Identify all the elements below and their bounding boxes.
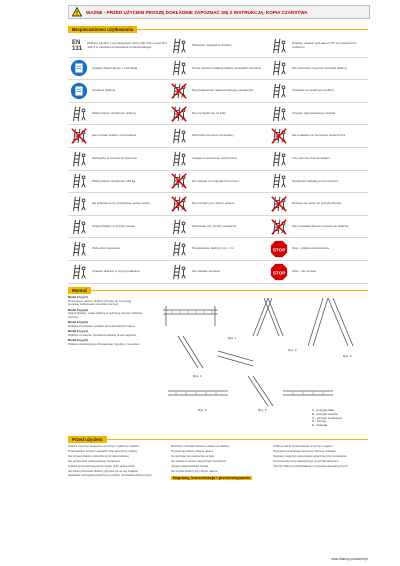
pictogram-caption: Nie ustawiać na nierównej powierzchni (292, 134, 346, 138)
pictogram-row (68, 103, 368, 126)
pictogram-caption: Ustawić drabinę w pozycji stabilnej (92, 269, 140, 273)
ladder-diagrams (158, 296, 368, 414)
rules-column-3 (273, 445, 368, 555)
assembly-text (68, 296, 143, 348)
footwear-icon (270, 105, 288, 123)
section-assembly-header (68, 287, 368, 294)
section-usage-header (68, 26, 368, 33)
rules-column-2 (171, 445, 266, 555)
pictogram-table (68, 35, 368, 284)
section-assembly-title: Montaż (68, 287, 91, 294)
pictogram-caption: Uwaga na przewody elektryczne (192, 156, 237, 160)
pictogram-cell (168, 261, 268, 283)
read-manual-icon (70, 59, 88, 77)
fig-label-6: Rys. 6 (198, 408, 207, 412)
pictogram-cell (268, 261, 368, 283)
pictogram-caption: Nie stawiać pionowo (192, 269, 221, 273)
pictogram-cell (168, 193, 268, 215)
pictogram-cell (268, 148, 368, 170)
warning-triangle-icon (72, 7, 82, 17)
pictogram-row (68, 261, 368, 284)
pictogram-cell (68, 103, 168, 125)
pictogram-caption: Trzymać się obiema rękami (292, 156, 330, 160)
rule-paragraph: Ruchome elementy zabezpieczyć przed zabrudzeniem. (273, 459, 340, 463)
no-ladder-icon (70, 127, 88, 145)
assembly-p1-head: Model 2-tyg (1) (68, 295, 88, 299)
pictogram-caption: Narzędzia przenosić bezpiecznie (92, 156, 138, 160)
rule-paragraph: Nie używać drabiny przy silnym wietrze. (170, 469, 219, 473)
pictogram-caption: Maksymalne obciążenie 150 kg (92, 179, 136, 183)
pictogram-caption: Drabinę ustawić pod kątem 75° od powierzchni poziomej (292, 42, 357, 49)
pictogram-caption: Sprawdzić blokady przed użyciem (292, 179, 339, 183)
rule-paragraph: Używać odpowiedniego obuwia. (170, 464, 209, 468)
pictogram-cell (268, 80, 368, 102)
ladder-tall-icon (170, 240, 188, 258)
pictogram-cell (168, 103, 268, 125)
pictogram-caption: Uwaga! Zapoznaj się z instrukcją (92, 66, 138, 70)
pictogram-cell (168, 80, 268, 102)
pictogram-caption: Maksymalne obciążenie drabiny (92, 111, 137, 115)
pictogram-cell (168, 238, 268, 260)
rules-columns (68, 445, 368, 555)
no-overload-icon (170, 82, 188, 100)
pictogram-cell (68, 148, 168, 170)
assembly-p5-head: Model 3-tyg (5) (68, 338, 88, 342)
ladder-person-icon (270, 59, 288, 77)
pictogram-caption: Na drabinie może przebywać jedna osoba (92, 202, 150, 206)
pictogram-cell (68, 35, 168, 57)
pictogram-row (68, 148, 368, 171)
legend-item: E - blokada (312, 423, 328, 428)
pictogram-cell (68, 216, 168, 238)
assembly-p2-head: Model 3-tyg (2) (68, 307, 88, 312)
pictogram-row (68, 80, 368, 103)
pictogram-row (68, 193, 368, 216)
rule-paragraph: Trzymać się drabiny obiema rękami. (170, 449, 214, 453)
pictogram-cell (268, 193, 368, 215)
pictogram-caption: Drabiny zgodne z wymaganiami normy EN 131-1 oraz EN 131-2 w zakresie użytkowania profesjonalnego (87, 42, 167, 49)
pictogram-cell (168, 148, 268, 170)
electric-icon (170, 150, 188, 168)
warning-text: WAŻNE - PRZED UŻYCIEM PROSZĘ DOKŁADNIE ZAPOZNAĆ SIĘ Z INSTRUKCJĄ. KOPIA CZARSTWA (86, 9, 308, 15)
ladder-angle-icon (270, 37, 288, 55)
ladder-climb-icon (70, 240, 88, 258)
assembly-p5: Drabina wielofunkcyjna. Postępować zgodnie z rysunkiem. (68, 341, 141, 346)
section-rules-title: Przed użyciem (68, 436, 107, 443)
pictogram-caption: Nie wychylać się na boki (192, 111, 226, 115)
figure-legend (312, 409, 342, 428)
pictogram-caption: Stop - drabina uszkodzona (292, 247, 329, 251)
rule-paragraph: Nie wychylać się nadmiernie na boki. (170, 454, 215, 458)
pictogram-cell (168, 216, 268, 238)
pictogram-caption: Stop - nie używać (292, 269, 317, 273)
pictogram-caption: Właściwe ustawienie drabiny (192, 43, 232, 47)
pictogram-cell (168, 58, 268, 80)
no-side-icon (170, 105, 188, 123)
no-children-icon (270, 218, 288, 236)
pictogram-caption: Zachować trzy punkty podparcia (192, 224, 237, 228)
ladder-check-icon (170, 59, 188, 77)
warning-banner (68, 5, 370, 19)
assembly-p4: Drabina rozstawna. Sprawdzić blokady przed wejściem. (68, 332, 138, 337)
ladder-ground-icon (270, 82, 288, 100)
face-ladder-icon (170, 127, 188, 145)
rule-paragraph: Nie stawać na dwóch najwyższych szczeblach. (170, 459, 227, 463)
assembly-area (68, 295, 368, 428)
pictogram-cell (68, 125, 168, 147)
pictogram-caption: Nie przekraczać dopuszczalnego obciążenia (192, 89, 254, 93)
ladder-hands-icon (270, 150, 288, 168)
one-person-icon (70, 195, 88, 213)
no-climb-icon (270, 195, 288, 213)
rule-paragraph: Drabina musi być ustawiona na równym i stabilnym podłożu. (68, 445, 140, 448)
section-care-title: Naprawy, konserwacja i przechowywanie (172, 475, 251, 481)
pictogram-cell (168, 35, 268, 57)
rule-paragraph: Regularnie kontrolować elementy ruchome i blokady. (273, 449, 337, 453)
svg-text:STOP: STOP (272, 247, 286, 253)
pictogram-cell (268, 35, 368, 57)
standard-code: EN 131 (72, 39, 83, 52)
rule-paragraph: Nie wolno przesuwać drabiny, gdy ktoś się na niej znajduje. (68, 469, 139, 473)
pictogram-caption: Używać odpowiedniego obuwia (292, 111, 336, 115)
pictogram-cell (68, 80, 168, 102)
assembly-p3: Drabina przystawna. Ustawić pod odpowiednim kątem. (68, 323, 136, 328)
pictogram-caption: Ustawiać na stabilnym podłożu (292, 89, 335, 93)
fig-label-2: Rys. 2 (288, 348, 297, 352)
pictogram-cell (168, 125, 268, 147)
rule-paragraph: Chronić drabinę przed działaniem czynników atmosferycznych. (273, 464, 349, 468)
rule-paragraph: Drabinę należy przechowywać w suchym miejscu. (273, 445, 333, 448)
fig-label-4: Rys. 4 (193, 374, 202, 378)
pictogram-caption: Drabina nie służy do przechodzenia (292, 202, 342, 206)
rule-paragraph: Naprawy mogą być wykonywane wyłącznie przez producenta. (273, 454, 348, 458)
pictogram-cell (68, 261, 168, 283)
pictogram-caption: Nie pozwalać dzieciom bawić się drabiną (292, 224, 349, 228)
rule-paragraph: Drabina przeznaczona jest do użytku przez jedną osobę. (68, 464, 136, 468)
rule-paragraph: Nie używać drabiny uszkodzonej lub niekompletnej. (68, 454, 130, 458)
pictogram-caption: Przedłużenie drabiny min. 1 m (192, 247, 234, 251)
rules-column-1 (68, 445, 163, 555)
fig-label-5: Rys. 5 (258, 408, 267, 412)
pictogram-cell (268, 58, 368, 80)
legend-item: C - pozycja zamknięta (312, 415, 342, 420)
ladder-vertical-icon (170, 263, 188, 281)
section-rules-header (68, 436, 368, 443)
ladder-side-icon (270, 172, 288, 190)
pictogram-cell (268, 171, 368, 193)
pictogram-caption: Nie używać drabiny niesprawnej (92, 134, 137, 138)
pictogram-row (68, 216, 368, 239)
pictogram-cell (168, 171, 268, 193)
fig-label-3: Rys. 3 (343, 354, 352, 358)
pictogram-cell (268, 216, 368, 238)
pictogram-cell (68, 171, 168, 193)
pictogram-caption: Wchodzić stopniowo (92, 247, 121, 251)
inspect-icon (70, 82, 88, 100)
section-usage-title: Bezpieczeństwo użytkowania (68, 26, 137, 33)
legend-item: D - zaczep (312, 419, 327, 424)
no-wind-icon (170, 195, 188, 213)
hand-tools-icon (70, 150, 88, 168)
pictogram-caption: Wchodzić przodem do drabiny (192, 134, 234, 138)
rule-paragraph: Nie przekraczać maksymalnego obciążenia. (68, 459, 121, 463)
pictogram-cell (68, 58, 168, 80)
footer-url: www.drabiny-producent.pl (331, 557, 368, 561)
assembly-p1: Rozsunięcie drabiny drabina zmienia się w pozycję pionową, zablokować wszystkie zaczepy. (68, 298, 132, 306)
pictogram-caption: Nie używać przy silnym wietrze (192, 202, 235, 206)
no-step-icon (170, 172, 188, 190)
rule-paragraph: Przed każdym użyciem sprawdzić stan techniczny drabiny. (68, 449, 138, 453)
person-ladder-2-icon (170, 218, 188, 236)
legend-item: B - pozycja otwarta (312, 411, 338, 416)
pictogram-row (68, 125, 368, 148)
pictogram-cell (68, 238, 168, 260)
assembly-p4-head: Model 2-tyg (4) (68, 329, 88, 333)
ladder-base-icon (70, 218, 88, 236)
pictogram-row (68, 238, 368, 261)
pictogram-row (68, 171, 368, 194)
person-ladder-icon (170, 37, 188, 55)
pictogram-caption: Sprawdź drabinę (92, 89, 116, 93)
assembly-p3-head: Model 2-tyg (3) (68, 320, 88, 324)
ladder-fold-icon (70, 263, 88, 281)
pictogram-caption: Nie stawać na stopniach bocznych (192, 179, 240, 183)
stop-2-icon (270, 263, 288, 281)
pictogram-cell (268, 238, 368, 260)
rule-paragraph: Zachować szczególną ostrożność w pobliżu przewodów elektrycznych. (68, 474, 153, 478)
no-level-icon (270, 127, 288, 145)
rule-paragraph: Wchodzić i schodzić zawsze przodem do drabiny. (170, 445, 230, 448)
legend-item: A - pozycja stała (312, 408, 334, 412)
pictogram-row (68, 35, 368, 58)
max-weight-icon (70, 105, 88, 123)
stop-icon (270, 240, 288, 258)
pictogram-caption: Przed użyciem drabinę należy sprawdzić wizualnie (192, 66, 262, 70)
assembly-p2: Wyjmij blokady, ustaw drabinę w wybranej pozycji i zablokuj zaczepy. (68, 311, 142, 319)
pictogram-cell (268, 103, 368, 125)
pictogram-caption: Stopki drabiny w dobrym stanie (92, 224, 135, 228)
pictogram-cell (68, 193, 168, 215)
max-load-icon (70, 172, 88, 190)
svg-text:STOP: STOP (272, 269, 286, 275)
pictogram-cell (268, 125, 368, 147)
pictogram-row (68, 58, 368, 81)
pictogram-caption: Nie wchodzić na górny szczebel drabiny (292, 66, 348, 70)
fig-label-1: Rys. 1 (228, 336, 237, 340)
